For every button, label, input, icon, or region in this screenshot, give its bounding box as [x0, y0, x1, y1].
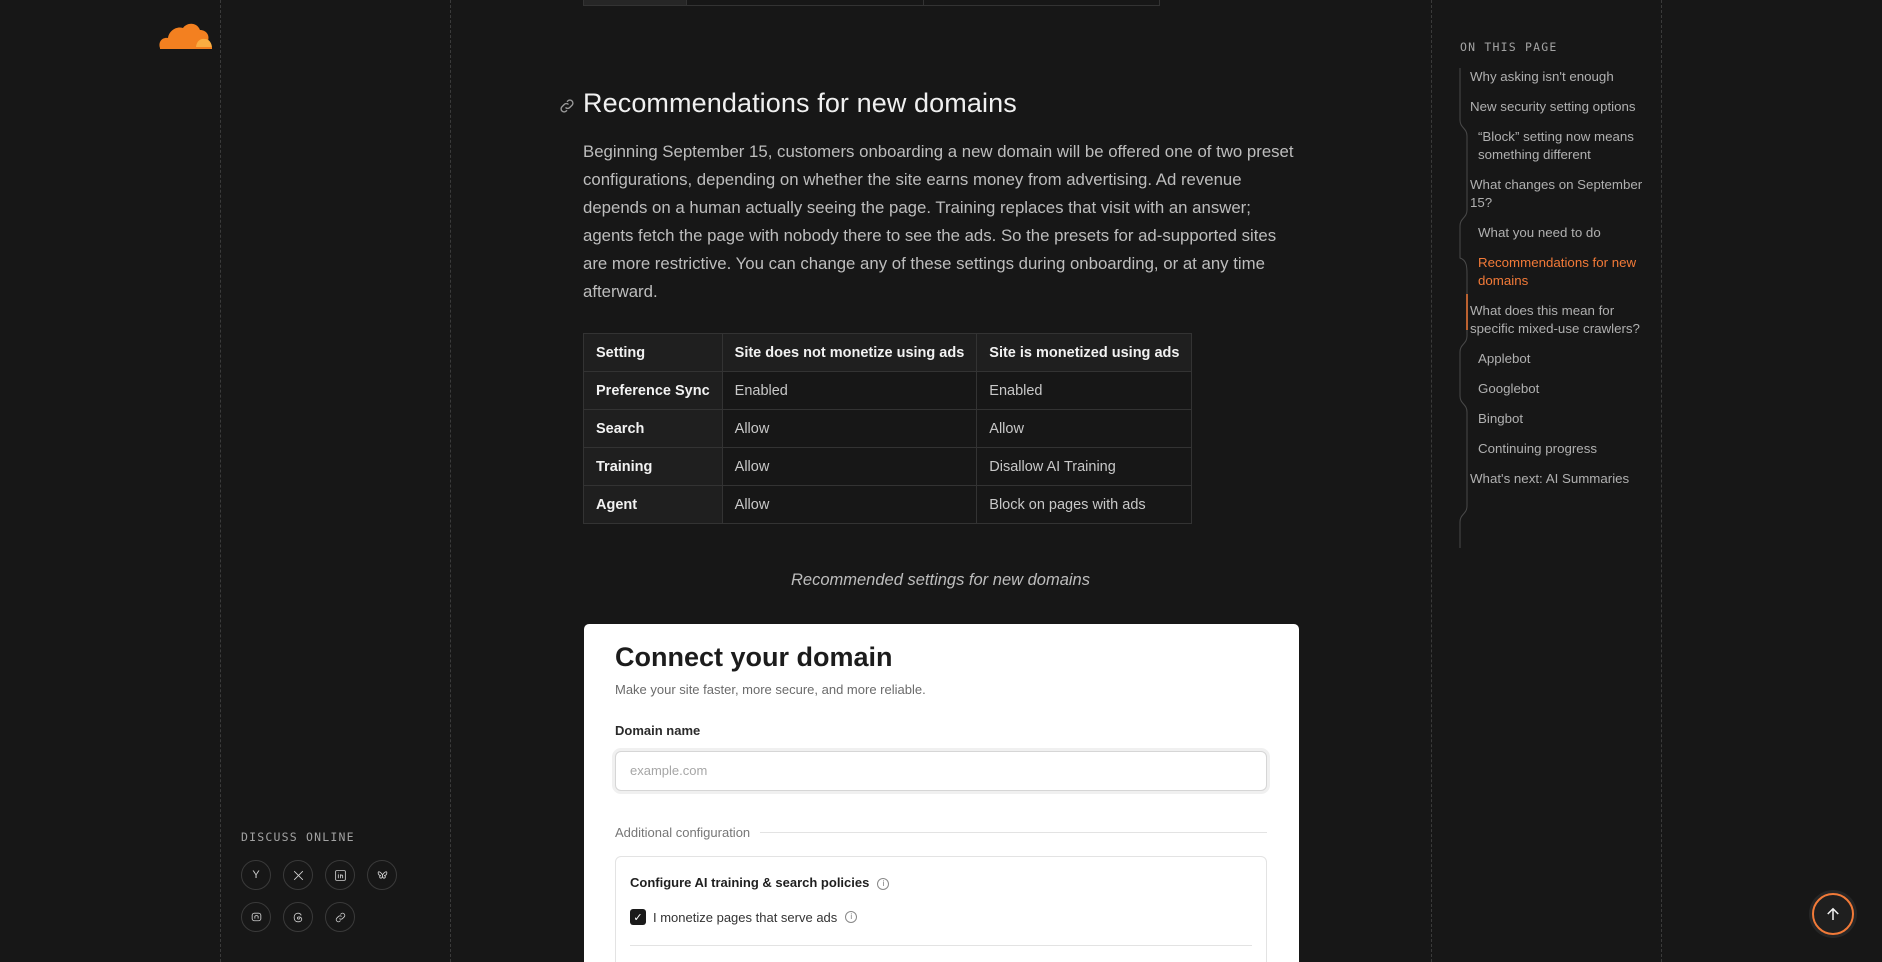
table-cell: Block on pages with ads	[977, 486, 1192, 524]
row-header: Training	[584, 448, 723, 486]
x-button[interactable]	[283, 860, 313, 890]
toc-item[interactable]: What does this mean for specific mixed-use crawlers?	[1470, 303, 1640, 336]
row-header: Agent	[584, 486, 723, 524]
x-icon	[292, 869, 305, 882]
toc-item[interactable]: “Block” setting now means something different	[1478, 129, 1634, 162]
toc-item[interactable]: What's next: AI Summaries	[1470, 471, 1630, 486]
guide-line	[1661, 0, 1662, 962]
recommended-settings-table	[583, 333, 1192, 524]
linkedin-button[interactable]	[325, 860, 355, 890]
table-cell: Allow	[977, 410, 1192, 448]
table-cell: Allow	[722, 448, 977, 486]
guide-line	[220, 0, 221, 962]
bluesky-icon	[376, 869, 389, 882]
toc-item[interactable]: Why asking isn't enough	[1470, 69, 1614, 84]
table-cell: Allow	[722, 410, 977, 448]
monetize-checkbox-label: I monetize pages that serve ads	[653, 909, 838, 925]
copy-link-button[interactable]	[325, 902, 355, 932]
toc-item[interactable]: What you need to do	[1478, 225, 1601, 240]
link-anchor-icon[interactable]	[558, 97, 576, 115]
info-icon: i	[877, 878, 889, 890]
table-cell: Enabled	[722, 372, 977, 410]
mastodon-button[interactable]	[241, 902, 271, 932]
table-cell: Disallow AI Training	[977, 448, 1192, 486]
additional-configuration-text: Additional configuration	[615, 825, 751, 840]
toc-item[interactable]: Bingbot	[1478, 411, 1524, 426]
share-row	[241, 860, 397, 890]
toc-item[interactable]: Continuing progress	[1478, 441, 1598, 456]
guide-line	[450, 0, 451, 962]
hackernews-icon: Y	[252, 869, 260, 881]
table-caption: Recommended settings for new domains	[791, 571, 1090, 589]
row-header: Preference Sync	[584, 372, 723, 410]
toc-item-active[interactable]: Recommendations for new domains	[1478, 255, 1637, 288]
checkbox-checked-icon: ✓	[630, 909, 646, 925]
column-header: Site is monetized using ads	[977, 334, 1192, 372]
toc-item[interactable]: What changes on September 15?	[1470, 177, 1643, 210]
table-row	[584, 448, 1192, 486]
screenshot-subtitle: Make your site faster, more secure, and more reliable.	[615, 682, 926, 697]
screenshot-title: Connect your domain	[615, 642, 893, 672]
guide-line	[1431, 0, 1432, 962]
previous-table-fragment	[583, 0, 1160, 6]
hackernews-button[interactable]	[241, 860, 271, 890]
additional-configuration-label	[615, 825, 1267, 840]
scroll-to-top-button[interactable]	[1812, 893, 1854, 935]
ai-policy-box	[615, 856, 1267, 962]
arrow-up-icon	[1824, 905, 1842, 923]
toc-item[interactable]: New security setting options	[1470, 99, 1636, 114]
ai-policy-title-text: Configure AI training & search policies	[630, 875, 870, 890]
section-title: Recommendations for new domains	[583, 88, 1017, 118]
bluesky-button[interactable]	[367, 860, 397, 890]
column-header: Setting	[584, 334, 723, 372]
domain-name-input: example.com	[615, 751, 1267, 791]
cloudflare-logo[interactable]	[156, 20, 214, 50]
share-row	[241, 902, 397, 932]
linkedin-icon	[334, 869, 347, 882]
threads-button[interactable]	[283, 902, 313, 932]
toc-label: ON THIS PAGE	[1460, 40, 1558, 54]
table-cell: Enabled	[977, 372, 1192, 410]
divider	[630, 945, 1252, 946]
table-of-contents	[1458, 68, 1648, 488]
ai-policy-title	[630, 875, 889, 890]
threads-icon	[292, 911, 305, 924]
column-header: Site does not monetize using ads	[722, 334, 977, 372]
toc-item[interactable]: Googlebot	[1478, 381, 1540, 396]
cloudflare-cloud-icon	[156, 20, 214, 50]
table-row	[584, 486, 1192, 524]
monetize-checkbox-row	[630, 909, 857, 925]
discuss-label: DISCUSS ONLINE	[241, 830, 355, 844]
domain-name-label: Domain name	[615, 723, 701, 738]
table-header-row	[584, 334, 1192, 372]
article-paragraph: Beginning September 15, customers onboarding a new domain will be offered one of two preset configurations, depending on whether the site earns money from advertising. Ad revenue depends on a human actually seeing the page. Training replaces that visit with an answer; agents fetch the page with nobody there to see the ads. So the presets for ad-supported sites are more restrictive. You can change any of these settings during onboarding, or at any time afterward.	[583, 142, 1294, 301]
table-cell: Allow	[722, 486, 977, 524]
info-icon: i	[845, 911, 857, 923]
copy-link-icon	[334, 911, 347, 924]
table-row	[584, 410, 1192, 448]
row-header: Search	[584, 410, 723, 448]
table-row	[584, 372, 1192, 410]
discuss-online	[241, 830, 397, 944]
toc-item[interactable]: Applebot	[1478, 351, 1531, 366]
connect-domain-screenshot	[584, 624, 1299, 962]
link-icon	[558, 97, 576, 115]
mastodon-icon	[250, 911, 263, 924]
